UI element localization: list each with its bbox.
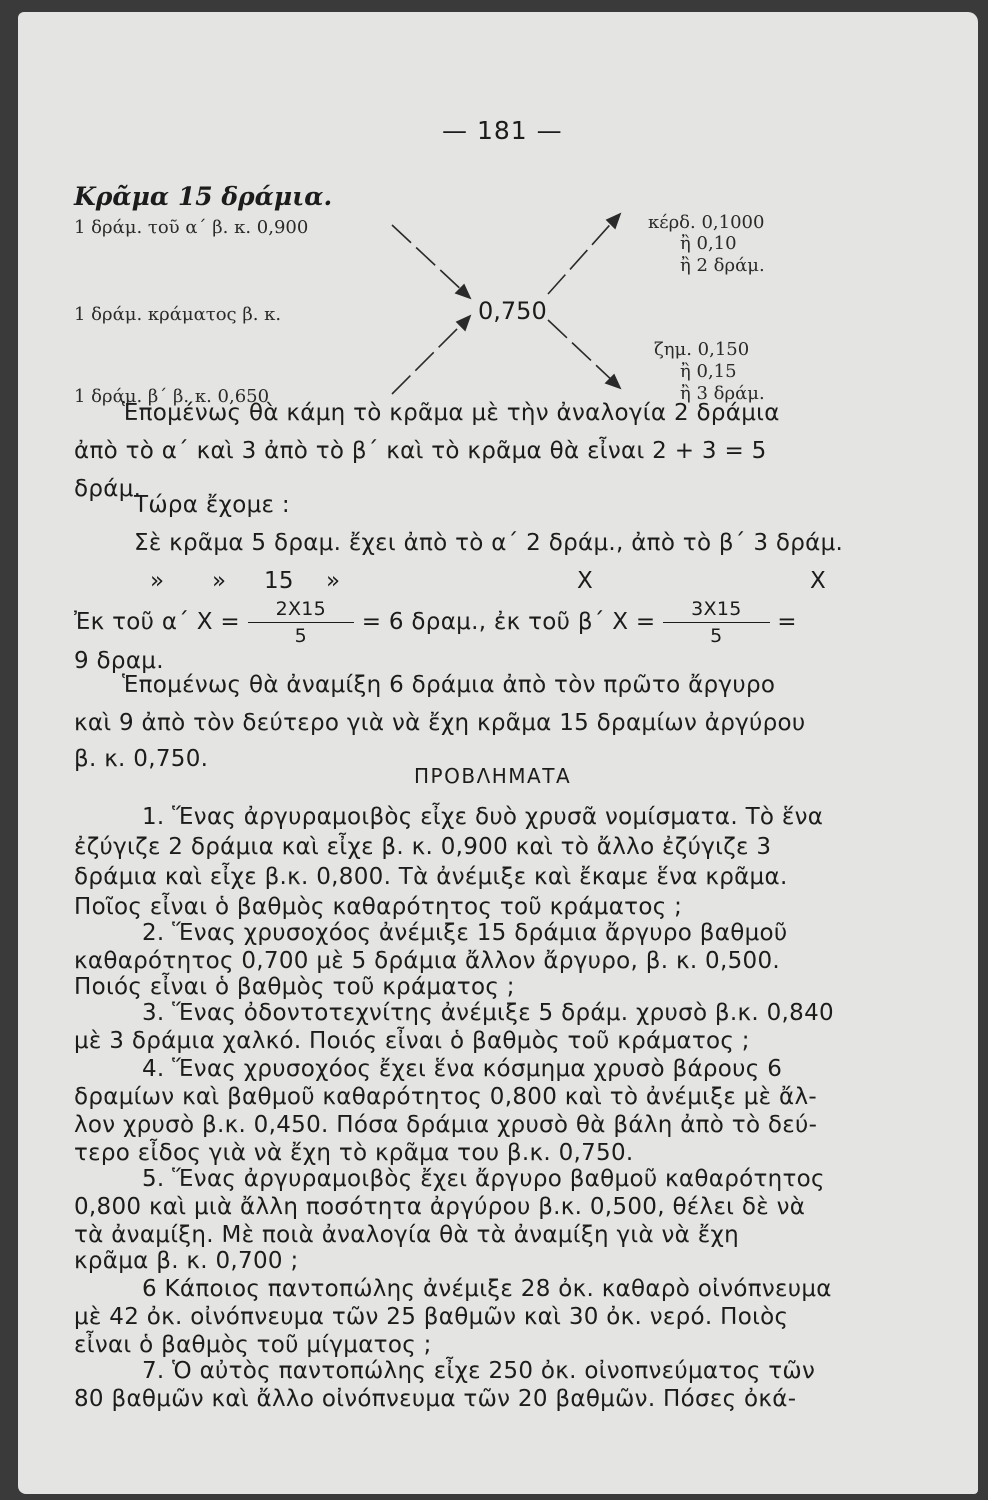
fraction-2 (663, 598, 769, 647)
problem-line-18: 6 Κάποιος παντοπώλης ἀνέμιξε 28 ὀκ. καθαρὸ οἰνόπνευμα (142, 1276, 832, 1302)
fraction-1-numerator: 2X15 (248, 598, 354, 623)
problem-line-8: 3. Ἕνας ὀδοντοτεχνίτης ἀνέμιξε 5 δράμ. χρυσὸ β.κ. 0,840 (142, 1000, 834, 1026)
para1-line2: ἀπὸ τὸ α΄ καὶ 3 ἀπὸ τὸ β΄ καὶ τὸ κρᾶμα θὰ εἶναι 2 + 3 = 5 (74, 438, 767, 464)
fraction-1-denominator: 5 (294, 625, 308, 647)
para2-line1: Ἑπομένως θὰ ἀναμίξη 6 δράμια ἀπὸ τὸν πρῶτο ἄργυρο (122, 672, 776, 698)
problem-line-13: τερο εἶδος γιὰ νὰ ἔχη τὸ κρᾶμα του β.κ. 0,750. (74, 1140, 634, 1166)
diagram-arrows (18, 12, 978, 432)
diagram-left-3: 1 δράμ. β΄ β. κ. 0,650 (74, 386, 270, 407)
proportion-15: 15 (264, 568, 294, 594)
calc-mid: = 6 δραμ., ἐκ τοῦ β΄ X = (361, 609, 656, 635)
page-number: — 181 — (442, 116, 563, 145)
problem-line-21: 7. Ὁ αὐτὸς παντοπώλης εἶχε 250 ὀκ. οἰνοπνεύματος τῶν (142, 1358, 816, 1384)
problem-line-11: δραμίων καὶ βαθμοῦ καθαρότητος 0,800 καὶ τὸ ἀνέμιξε μὲ ἄλ- (74, 1084, 817, 1110)
calc-line (74, 598, 797, 647)
fraction-2-denominator: 5 (710, 625, 723, 647)
calc-suffix: = (777, 609, 797, 635)
proportion-mark-d: » (326, 568, 341, 594)
para2-line2: καὶ 9 ἀπὸ τὸν δεύτερο γιὰ νὰ ἔχη κρᾶμα 15 δραμίων ἀργύρου (74, 710, 806, 736)
problem-line-1: 1. Ἕνας ἀργυραμοιβὸς εἶχε δυὸ χρυσᾶ νομίσματα. Τὸ ἕνα (142, 804, 824, 830)
diagram-gain-1: κέρδ. 0,1000 (648, 212, 765, 233)
diagram-gain-2: ἢ 0,10 (680, 233, 737, 254)
fraction-1 (248, 598, 354, 647)
problem-line-16: τὰ ἀναμίξη. Μὲ ποιὰ ἀναλογία θὰ τὰ ἀναμίξη γιὰ νὰ ἔχη (74, 1222, 739, 1248)
problem-line-14: 5. Ἕνας ἀργυραμοιβὸς ἔχει ἄργυρο βαθμοῦ καθαρότητος (142, 1166, 825, 1192)
problem-line-3: δράμια καὶ εἶχε β.κ. 0,800. Τὰ ἀνέμιξε καὶ ἔκαμε ἕνα κρᾶμα. (74, 864, 788, 890)
fraction-2-numerator: 3X15 (663, 598, 769, 623)
proportion-line1: Σὲ κρᾶμα 5 δραμ. ἔχει ἀπὸ τὸ α΄ 2 δράμ., ἀπὸ τὸ β΄ 3 δράμ. (134, 530, 844, 556)
problem-line-2: ἐζύγιζε 2 δράμια καὶ εἶχε β. κ. 0,900 καὶ τὸ ἄλλο ἐζύγιζε 3 (74, 834, 772, 860)
problem-line-10: 4. Ἕνας χρυσοχόος ἔχει ἕνα κόσμημα χρυσὸ βάρους 6 (142, 1056, 783, 1082)
now-we-have: Τώρα ἔχομε : (134, 492, 290, 518)
problem-line-20: εἶναι ὁ βαθμὸς τοῦ μίγματος ; (74, 1332, 432, 1358)
diagram-loss-1: ζημ. 0,150 (654, 339, 750, 360)
diagram-gain-3: ἢ 2 δράμ. (680, 255, 765, 276)
diagram-loss-3: ἢ 3 δράμ. (680, 383, 765, 404)
para1-line3: δράμ. (74, 476, 142, 502)
diagram-loss-2: ἢ 0,15 (680, 361, 737, 382)
book-page (18, 12, 978, 1494)
problem-line-5: 2. Ἕνας χρυσοχόος ἀνέμιξε 15 δράμια ἄργυρο βαθμοῦ (142, 920, 788, 946)
diagram-center-value: 0,750 (478, 297, 547, 325)
proportion-x2: X (810, 568, 827, 594)
para1-line1: Ἑπομένως θὰ κάμη τὸ κρᾶμα μὲ τὴν ἀναλογία 2 δράμια (122, 400, 780, 426)
section-heading: Κρᾶμα 15 δράμια. (74, 182, 333, 211)
proportion-mark-a: » (150, 568, 165, 594)
para2-line3: β. κ. 0,750. (74, 746, 209, 772)
proportion-x1: X (577, 568, 594, 594)
problem-line-6: καθαρότητος 0,700 μὲ 5 δράμια ἄλλον ἄργυρο, β. κ. 0,500. (74, 948, 780, 974)
calc-prefix: Ἐκ τοῦ α΄ X = (74, 609, 240, 635)
problem-line-22: 80 βαθμῶν καὶ ἄλλο οἰνόπνευμα τῶν 20 βαθμῶν. Πόσες ὀκά- (74, 1386, 797, 1412)
calc-result: 9 δραμ. (74, 648, 164, 674)
diagram-left-2: 1 δράμ. κράματος β. κ. (74, 304, 282, 325)
proportion-mark-b: » (212, 568, 227, 594)
problem-line-4: Ποῖος εἶναι ὁ βαθμὸς καθαρότητος τοῦ κράματος ; (74, 894, 683, 920)
problem-line-7: Ποιός εἶναι ὁ βαθμὸς τοῦ κράματος ; (74, 974, 515, 1000)
problem-line-12: λον χρυσὸ β.κ. 0,450. Πόσα δράμια χρυσὸ θὰ βάλη ἀπὸ τὸ δεύ- (74, 1112, 818, 1138)
problem-line-15: 0,800 καὶ μιὰ ἄλλη ποσότητα ἀργύρου β.κ. 0,500, θέλει δὲ νὰ (74, 1194, 806, 1220)
problem-line-9: μὲ 3 δράμια χαλκό. Ποιός εἶναι ὁ βαθμὸς τοῦ κράματος ; (74, 1028, 750, 1054)
diagram-left-1: 1 δράμ. τοῦ α΄ β. κ. 0,900 (74, 217, 309, 238)
problem-line-19: μὲ 42 ὀκ. οἰνόπνευμα τῶν 25 βαθμῶν καὶ 30 ὀκ. νερό. Ποιὸς (74, 1304, 789, 1330)
problems-title: ΠΡΟΒΛΗΜΑΤΑ (414, 764, 572, 788)
problem-line-17: κρᾶμα β. κ. 0,700 ; (74, 1248, 299, 1274)
